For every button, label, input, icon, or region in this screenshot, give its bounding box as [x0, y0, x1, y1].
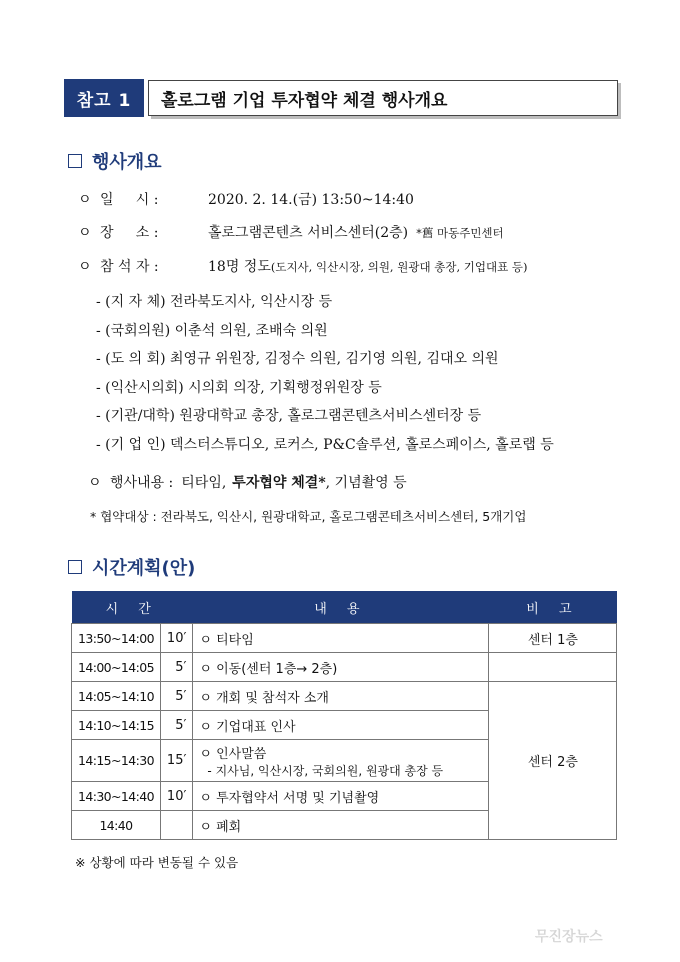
content-post: , 기념촬영 등: [325, 475, 407, 491]
item-cell: ㅇ 기업대표 인사: [193, 711, 489, 740]
duration-cell: [160, 811, 193, 840]
content-pre: 티타임,: [181, 475, 227, 491]
list-item: - (기 업 인) 덱스터스튜디오, 로커스, P&C솔루션, 홀로스페이스, 홀로랩 등: [96, 436, 554, 453]
bullet-icon: ㅇ: [88, 475, 102, 491]
attendees-value: 18명 정도: [208, 259, 271, 275]
footnote: ※ 상황에 따라 변동될 수 있음: [75, 855, 239, 870]
list-item: - (국회의원) 이춘석 의원, 조배숙 의원: [96, 322, 328, 339]
time-cell: 14:10~14:15: [72, 711, 161, 740]
duration-cell: 10′: [160, 782, 193, 811]
list-item: - (기관/대학) 원광대학교 총장, 홀로그램콘텐츠서비스센터장 등: [96, 408, 482, 424]
content-row: [88, 472, 407, 492]
attendee-list: [96, 291, 554, 462]
table-row: [72, 624, 617, 653]
date-label: 일 시 :: [100, 192, 159, 208]
date-value: 2020. 2. 14.(금) 13:50~14:40: [208, 192, 414, 208]
time-cell: 14:40: [72, 811, 161, 840]
duration-cell: 5′: [160, 653, 193, 682]
document-title: 홀로그램 기업 투자협약 체결 행사개요: [148, 80, 618, 116]
item-sub: - 지사님, 익산시장, 국회의원, 원광대 총장 등: [207, 763, 444, 778]
schedule-table: [71, 591, 617, 840]
time-cell: 14:00~14:05: [72, 653, 161, 682]
list-item: - (도 의 회) 최영규 위원장, 김정수 의원, 김기영 의원, 김대오 의원: [96, 351, 499, 367]
item-cell: ㅇ 이동(센터 1층→ 2층): [193, 653, 489, 682]
content-label: 행사내용 :: [110, 475, 174, 491]
table-row: [72, 682, 617, 711]
table-header-row: [72, 591, 617, 624]
list-item: - (익산시의회) 시의회 의장, 기획행정위원장 등: [96, 379, 382, 396]
remark-cell: 센터 2층: [489, 682, 617, 840]
table-row: [72, 653, 617, 682]
duration-cell: 5′: [160, 711, 193, 740]
time-cell: 14:15~14:30: [72, 740, 161, 782]
duration-cell: 15′: [160, 740, 193, 782]
item-main: ㅇ 인사말씀: [199, 746, 267, 762]
checkbox-square-icon: [68, 560, 82, 574]
header-time: 시 간: [72, 591, 193, 624]
remark-cell: [489, 653, 617, 682]
item-cell: ㅇ 티타임: [193, 624, 489, 653]
time-cell: 14:05~14:10: [72, 682, 161, 711]
time-cell: 14:30~14:40: [72, 782, 161, 811]
header-content: 내 용: [193, 591, 489, 624]
remark-cell: 센터 1층: [489, 624, 617, 653]
duration-cell: 5′: [160, 682, 193, 711]
attendees-detail: (도지사, 익산시장, 의원, 원광대 총장, 기업대표 등): [270, 260, 528, 274]
header-remark: 비 고: [489, 591, 617, 624]
place-row: [78, 222, 504, 242]
schedule-title: 시간계획(안): [92, 558, 196, 579]
time-cell: 13:50~14:00: [72, 624, 161, 653]
attendees-row: [78, 256, 527, 276]
overview-title: 행사개요: [92, 152, 162, 173]
schedule-heading: [68, 554, 195, 580]
item-cell: ㅇ 개회 및 참석자 소개: [193, 682, 489, 711]
watermark-logo: 무진장뉴스: [535, 929, 603, 945]
content-bold: 투자협약 체결*: [232, 475, 326, 491]
overview-heading: [68, 148, 162, 174]
place-label: 장 소 :: [100, 225, 159, 241]
bullet-icon: ㅇ: [78, 225, 92, 241]
place-note: *舊 마동주민센터: [416, 226, 504, 240]
date-row: [78, 189, 414, 209]
place-value: 홀로그램콘텐츠 서비스센터(2층): [208, 225, 409, 241]
item-cell: ㅇ 폐회: [193, 811, 489, 840]
list-item: - (지 자 체) 전라북도지사, 익산시장 등: [96, 294, 333, 310]
agreement-note: * 협약대상 : 전라북도, 익산시, 원광대학교, 홀로그램콘테츠서비스센터, 5개기업: [90, 509, 527, 524]
item-cell: [193, 740, 489, 782]
bullet-icon: ㅇ: [78, 192, 92, 208]
checkbox-square-icon: [68, 154, 82, 168]
section-badge: 참고 1: [64, 79, 144, 117]
attendees-label: 참 석 자 :: [100, 259, 159, 275]
duration-cell: 10′: [160, 624, 193, 653]
item-cell: ㅇ 투자협약서 서명 및 기념촬영: [193, 782, 489, 811]
bullet-icon: ㅇ: [78, 259, 92, 275]
